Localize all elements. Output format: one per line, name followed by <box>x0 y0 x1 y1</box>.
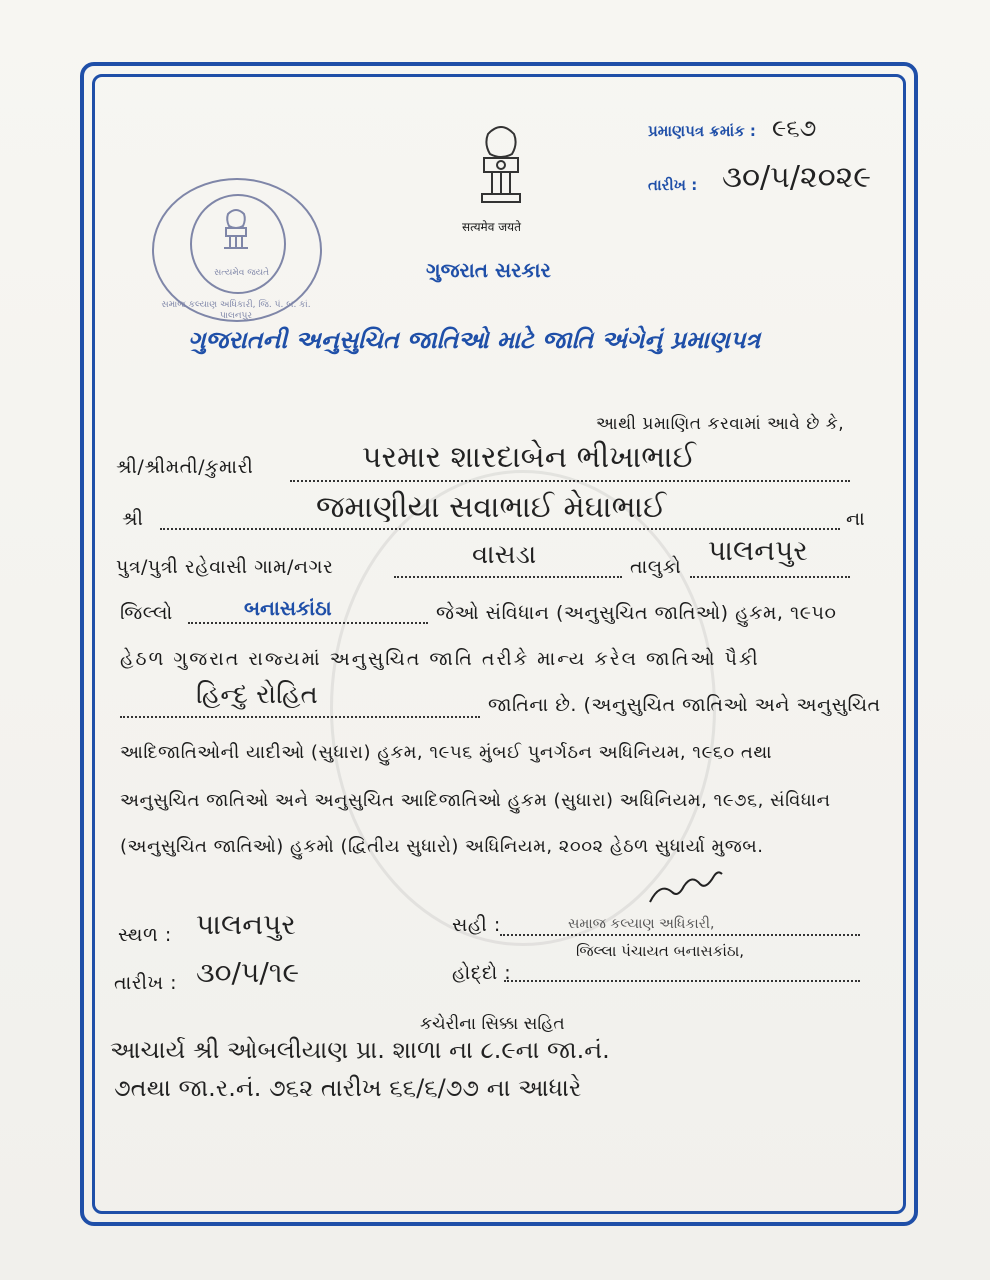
stamp-inner-text: સત્યમેવ જયતે <box>214 268 270 278</box>
motto-text: सत्यमेव जयते <box>462 220 521 234</box>
header-date-label: તારીખ : <box>648 176 698 194</box>
officer-title: સમાજ કલ્યાણ અધિકારી, <box>568 916 715 932</box>
name-label: શ્રી/શ્રીમતી/કુમારી <box>116 456 254 478</box>
taluka-value: પાલનપુર <box>708 534 808 567</box>
father-label: શ્રી <box>122 508 144 530</box>
resident-label: પુત્ર/પુત્રી રહેવાસી ગામ/નગર <box>116 556 334 578</box>
caste-line <box>120 716 480 718</box>
office-name: જિલ્લા પંચાયત બનાસકાંઠા, <box>576 942 745 960</box>
ashoka-emblem-icon <box>470 120 532 212</box>
father-line <box>160 528 840 530</box>
intro-text: આથી પ્રમાણિત કરવામાં આવે છે કે, <box>596 414 845 434</box>
name-line <box>290 480 850 482</box>
handwritten-note-line1: આચાર્ય શ્રી ઓબલીયાણ પ્રા. શાળા ના ૮.૯ના જા.નં. <box>110 1036 610 1064</box>
stamp-ring-text: સમાજ કલ્યાણ અધિકારી, જિ. પં. બ. કાં. પાલનપુર <box>161 300 311 321</box>
place-label: સ્થળ : <box>118 924 172 946</box>
district-line <box>188 622 428 624</box>
district-value: બનાસકાંઠા <box>244 596 332 620</box>
signature-line <box>500 934 860 936</box>
signature-scribble <box>646 868 726 908</box>
district-label: જિલ્લો <box>120 602 173 624</box>
line7-text: આદિજાતિઓની યાદીઓ (સુધારા) હુકમ, ૧૯૫૬ મુંબઈ પુનર્ગઠન અધિનિયમ, ૧૯૬૦ તથા <box>120 742 773 763</box>
village-line <box>394 576 622 578</box>
government-heading: ગુજરાત સરકાર <box>426 258 551 282</box>
place-value: પાલનપુર <box>196 908 296 941</box>
footer-date-value: ૩૦/૫/૧૯ <box>196 956 300 989</box>
line8-text: અનુસુચિત જાતિઓ અને અનુસુચિત આદિજાતિઓ હુકમ (સુધારા) અધિનિયમ, ૧૯૭૬, સંવિધાન <box>120 790 831 811</box>
footer-date-label: તારીખ : <box>114 972 178 994</box>
stamp-emblem-icon <box>218 206 254 254</box>
designation-line <box>504 980 860 982</box>
cert-number-label: પ્રમાણપત્ર ક્રમાંક : <box>648 122 756 140</box>
cert-number-value: ૯૬૭ <box>772 114 817 142</box>
village-value: વાસડા <box>472 540 537 570</box>
name-value: પરમાર શારદાબેન ભીખાભાઈ <box>362 440 696 475</box>
line9-text: (અનુસુચિત જાતિઓ) હુકમો (દ્વિતીય સુધારો) અધિનિયમ, ૨૦૦૨ હેઠળ સુધાર્યા મુજબ. <box>120 836 764 857</box>
line4-text: જેઓ સંવિધાન (અનુસુચિત જાતિઓ) હુકમ, ૧૯૫૦ <box>436 602 837 624</box>
signature-label: સહી : <box>452 914 501 936</box>
header-date-value: ૩૦/૫/૨૦૨૯ <box>722 160 872 195</box>
father-value: જમાણીયા સવાભાઈ મેઘાભાઈ <box>316 490 667 525</box>
certificate-title: ગુજરાતની અનુસુચિત જાતિઓ માટે જાતિ અંગેનું પ્રમાણપત્ર <box>188 326 761 354</box>
father-suffix: ના <box>846 508 866 530</box>
line5-text: હેઠળ ગુજરાત રાજ્યમાં અનુસુચિત જાતિ તરીકે માન્ય કરેલ જાતિઓ પૈકી <box>120 648 760 670</box>
seal-note: કચેરીના સિક્કા સહિત <box>420 1014 565 1034</box>
line6-text: જાતિના છે. (અનુસુચિત જાતિઓ અને અનુસુચિત <box>488 694 881 716</box>
handwritten-note-line2: ૭તથા જા.ર.નં. ૭૬૨ તારીખ ૬૬/૬/૭૭ ના આધારે <box>114 1074 582 1102</box>
designation-label: હોદ્દો : <box>452 962 512 984</box>
taluka-label: તાલુકો <box>630 556 682 578</box>
caste-value: હિન્દુ રોહિત <box>196 680 318 710</box>
taluka-line <box>690 576 850 578</box>
